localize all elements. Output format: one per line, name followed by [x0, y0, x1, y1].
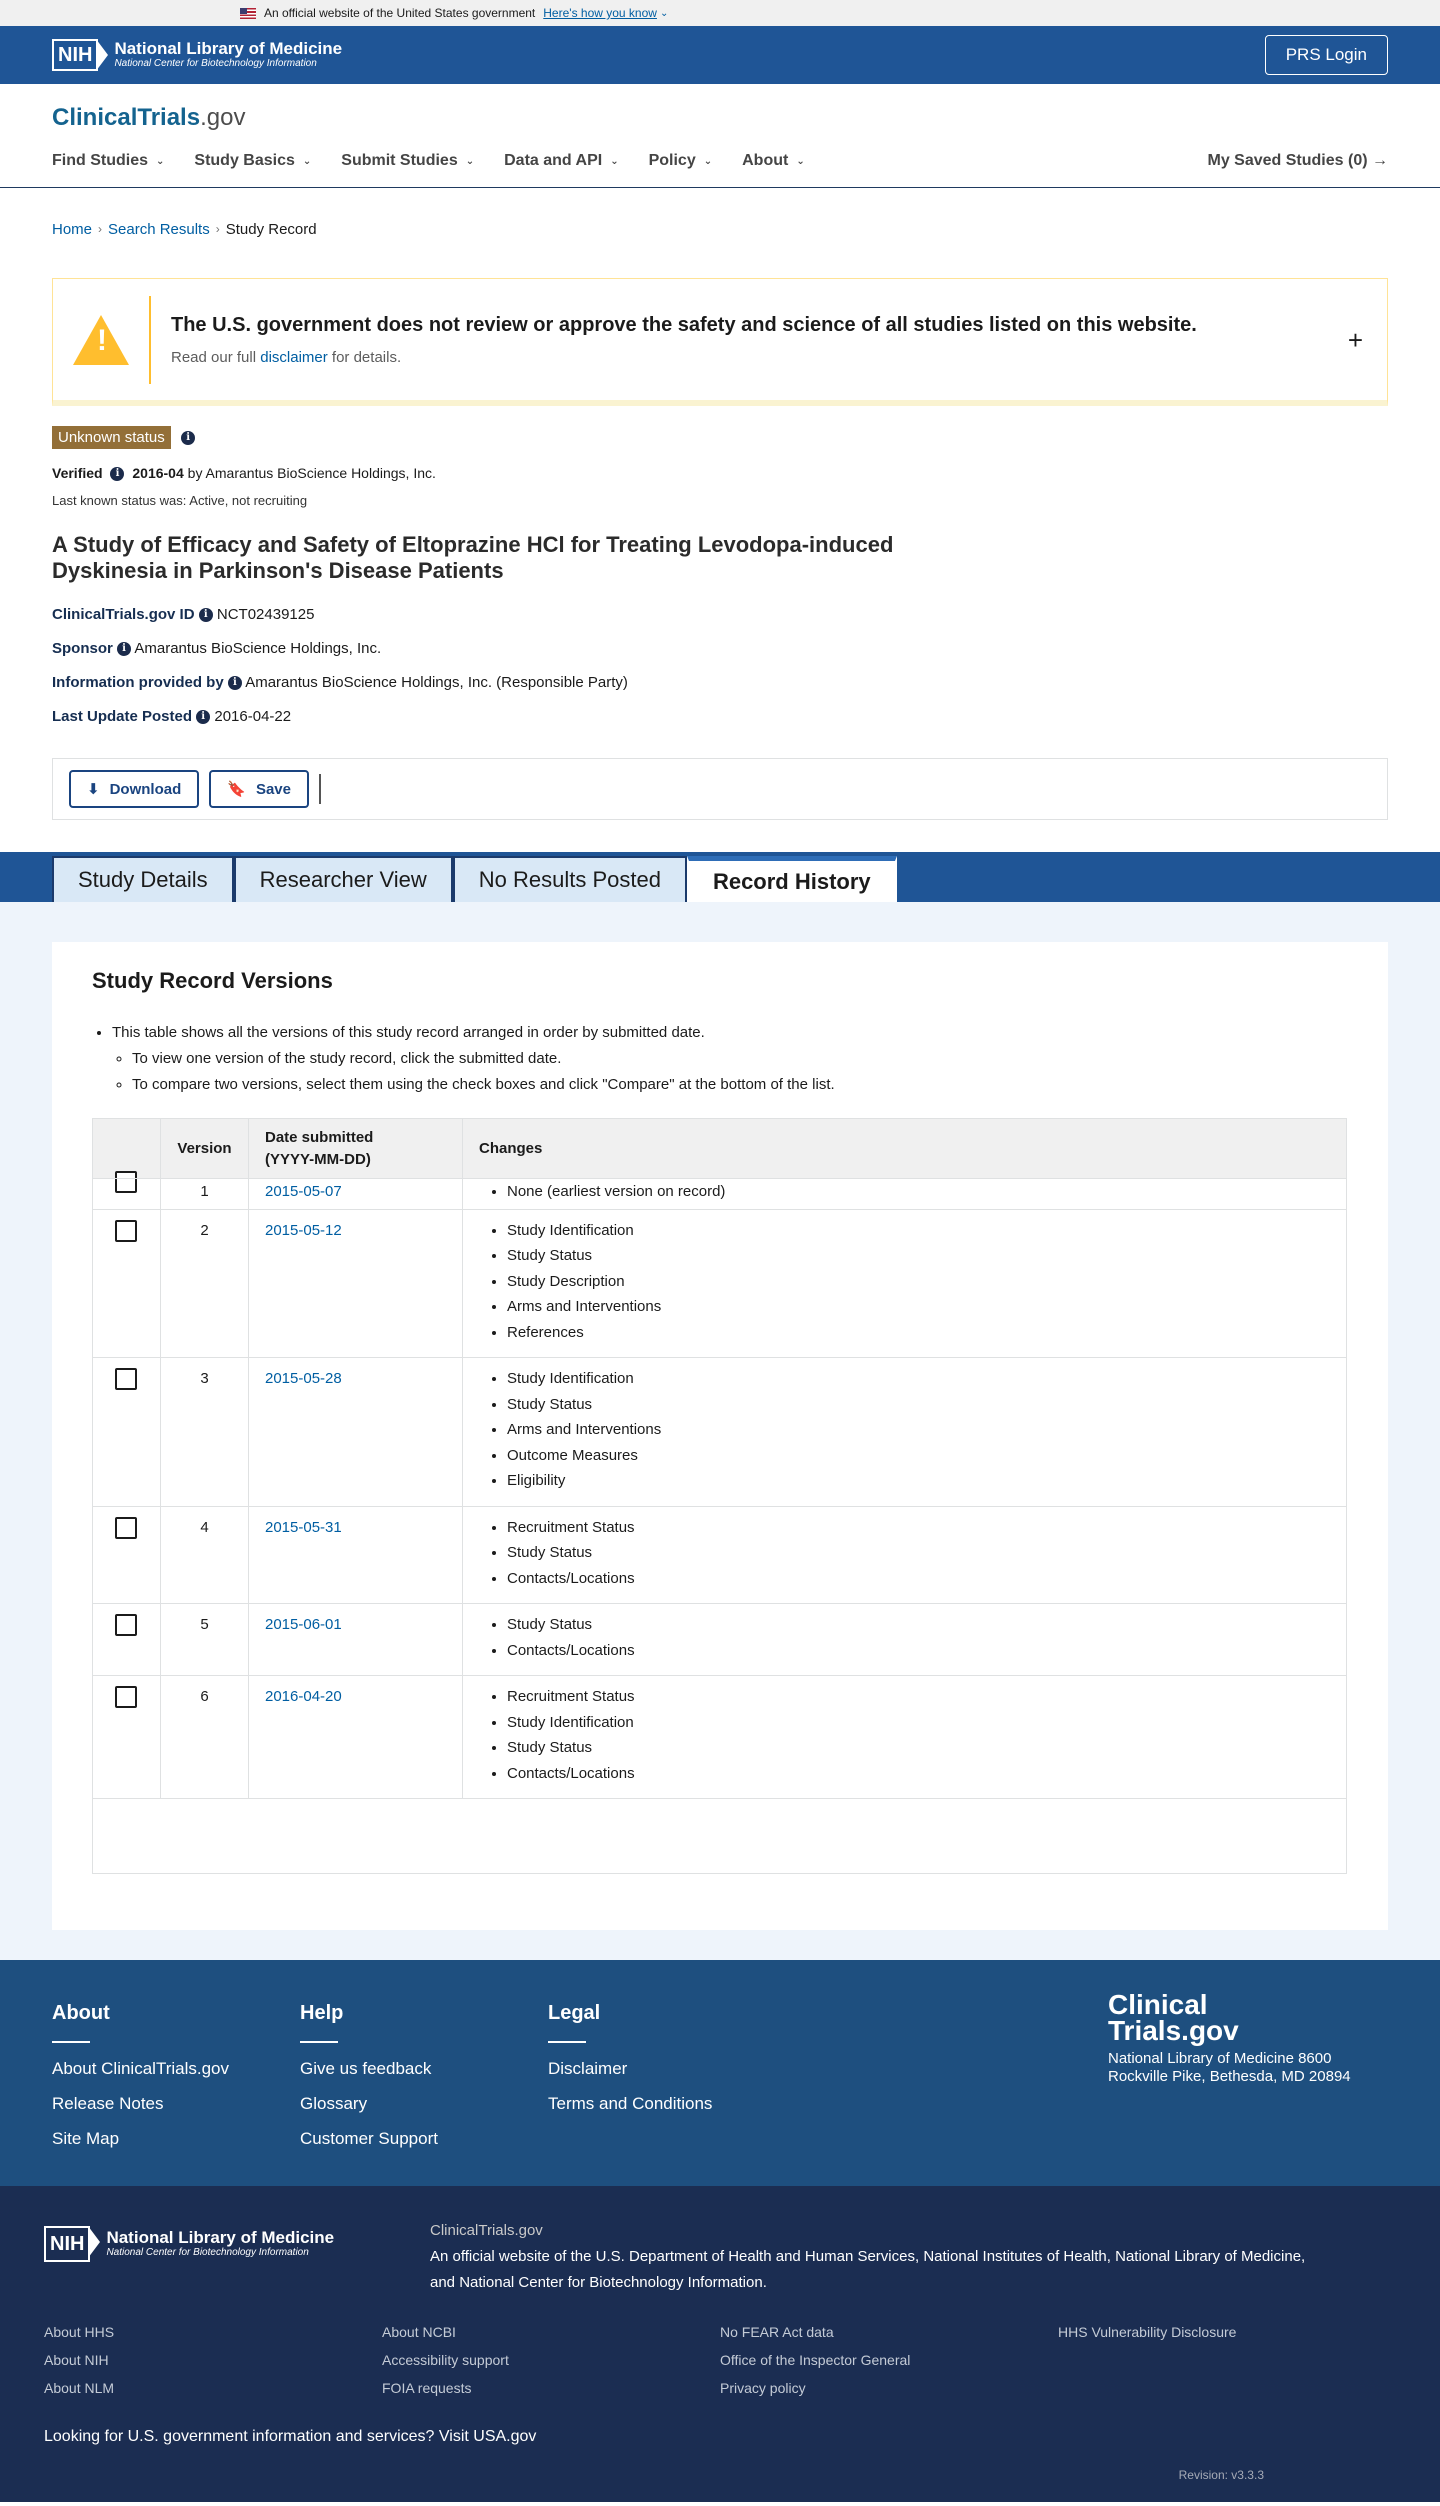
nav-submit-studies[interactable] — [341, 152, 474, 170]
my-saved-studies-link[interactable] — [1208, 152, 1389, 170]
nav-label: Data and API — [504, 152, 603, 169]
footer-link[interactable]: About NLM — [44, 2380, 115, 2397]
chevron-down-icon: ⌄ — [659, 7, 669, 19]
verified-label: Verified — [52, 465, 103, 481]
footer-about — [52, 2002, 300, 2164]
version-checkbox[interactable] — [115, 1220, 137, 1242]
footer-brand — [1108, 1989, 1368, 2086]
footer-links — [44, 2324, 1396, 2408]
last-update-label: Last Update Posted — [52, 708, 193, 726]
nih-logo-box: NIH — [44, 2226, 90, 2262]
table-row — [93, 1358, 1347, 1507]
nlm-logo[interactable] — [52, 39, 342, 71]
col-date-label: Date submitted — [265, 1128, 374, 1146]
nav-data-and-api[interactable] — [504, 152, 618, 170]
footer-link[interactable]: Give us feedback — [300, 2059, 432, 2079]
change-item: • Contacts/Locations — [507, 1566, 1330, 1592]
chevron-down-icon: ⌄ — [156, 155, 165, 167]
version-date-link[interactable]: 2015-05-28 — [265, 1370, 342, 1388]
change-item: • Arms and Interventions — [507, 1417, 1330, 1443]
nlm-name: National Library of Medicine — [106, 2228, 335, 2248]
footer-link[interactable]: Release Notes — [52, 2094, 164, 2114]
footer-logo-line: Trials.gov — [1108, 2015, 1239, 2047]
nav-study-basics[interactable] — [194, 152, 311, 170]
footer-link[interactable]: Disclaimer — [548, 2059, 628, 2079]
last-update-value: 2016-04-22 — [214, 708, 292, 726]
version-date-link[interactable]: 2015-06-01 — [265, 1616, 342, 1634]
nav-policy[interactable] — [649, 152, 713, 170]
version-date-link[interactable]: 2015-05-07 — [265, 1183, 342, 1201]
and-text: and — [430, 2274, 456, 2292]
change-item: • Eligibility — [507, 1468, 1330, 1494]
info-icon[interactable]: i — [110, 467, 124, 481]
disclaimer-pre: Read our full — [171, 348, 257, 366]
nav-about[interactable] — [742, 152, 805, 170]
disclaimer-heading: The U.S. government does not review or approve the safety and science of all studies listed on this website. — [171, 313, 1197, 336]
change-item: • Contacts/Locations — [507, 1761, 1330, 1787]
version-number: 4 — [161, 1506, 249, 1604]
version-number: 3 — [161, 1358, 249, 1507]
version-checkbox[interactable] — [115, 1686, 137, 1708]
version-date-link[interactable]: 2015-05-12 — [265, 1221, 342, 1239]
footer-link[interactable]: About NCBI — [382, 2324, 456, 2341]
table-row — [93, 1179, 1347, 1210]
col-changes: Changes — [463, 1119, 1347, 1179]
chevron-down-icon: ⌄ — [302, 155, 312, 167]
col-date — [249, 1119, 463, 1179]
tab-researcher-view[interactable]: Researcher View — [234, 856, 453, 902]
official-site-text: ClinicalTrials.gov An official website of the U.S. Department of Health and Human Services, National Institutes of Health, National Library of Medicine, and National Center for Biotechnology Information. — [430, 2218, 1305, 2296]
visit-usa-gov-link[interactable]: Visit USA.gov — [438, 2428, 537, 2446]
footer-address: National Library of Medicine 8600 Rockville Pike, Bethesda, MD 20894 — [1108, 2050, 1351, 2086]
change-item: • Study Description — [507, 1269, 1330, 1295]
sponsor-row — [52, 640, 1388, 660]
nav-label: Study Basics — [194, 152, 295, 169]
nlm-footer-logo[interactable] — [44, 2224, 430, 2264]
nav-find-studies[interactable] — [52, 152, 164, 170]
study-actions — [52, 758, 1388, 820]
version-date-link[interactable]: 2016-04-20 — [265, 1688, 342, 1706]
version-date-link[interactable]: 2015-05-31 — [265, 1518, 342, 1536]
info-icon[interactable]: i — [199, 608, 213, 622]
chevron-right-icon: › — [215, 222, 220, 236]
footer-heading: Help — [300, 2002, 344, 2025]
nlm-name: National Library of Medicine — [114, 39, 343, 58]
saved-label: My Saved Studies (0) — [1207, 152, 1368, 169]
intro-list — [92, 1020, 1348, 1098]
us-flag-icon — [240, 8, 256, 19]
table-row — [93, 1676, 1347, 1799]
footer-link[interactable]: About HHS — [44, 2324, 115, 2341]
verified-date: 2016-04 — [132, 465, 184, 481]
nav-label: About — [742, 152, 789, 169]
warning-icon: ! — [73, 315, 129, 365]
arrow-right-icon: → — [1372, 152, 1388, 169]
status-badge: Unknown status — [52, 426, 171, 449]
last-update-row — [52, 708, 1388, 728]
changes-list — [479, 1179, 1330, 1205]
intro-item — [112, 1020, 1348, 1098]
chevron-down-icon: ⌄ — [465, 155, 475, 167]
changes-list — [479, 1218, 1330, 1346]
change-item: • Study Identification — [507, 1218, 1330, 1244]
nih-link[interactable]: National Institutes of Health — [923, 2248, 1107, 2266]
official-pre: An official website of the — [430, 2248, 592, 2266]
footer-link[interactable]: HHS Vulnerability Disclosure — [1058, 2324, 1237, 2341]
revision-text: Revision: v3.3.3 — [1178, 2468, 1264, 2483]
save-button[interactable] — [209, 770, 309, 808]
info-icon[interactable]: i — [117, 642, 131, 656]
col-date-format: (YYYY-MM-DD) — [265, 1150, 371, 1168]
nlm-link[interactable]: National Library of Medicine — [1115, 2248, 1302, 2266]
gov-banner-text: An official website of the United States government — [264, 6, 536, 20]
breadcrumb-search-results[interactable]: Search Results — [108, 220, 210, 238]
record-versions-card — [52, 942, 1388, 1930]
footer-logo[interactable] — [1108, 1989, 1368, 2047]
change-item: • Recruitment Status — [507, 1515, 1330, 1541]
footer-link[interactable]: About ClinicalTrials.gov — [52, 2059, 229, 2079]
provided-by-label: Information provided by — [52, 674, 224, 692]
divider — [319, 774, 321, 804]
sponsor-value: Amarantus BioScience Holdings, Inc. — [134, 640, 382, 658]
logo-suffix: .gov — [200, 104, 246, 131]
site-footer — [0, 1960, 1440, 2186]
nav-label: Policy — [648, 152, 696, 169]
intro-text: This table shows all the versions of this study record arranged in order by submitted date. — [112, 1024, 705, 1042]
versions-table — [92, 1118, 1347, 1874]
footer-link[interactable]: Office of the Inspector General — [720, 2352, 911, 2369]
change-item: • Study Status — [507, 1540, 1330, 1566]
provided-by-value: Amarantus BioScience Holdings, Inc. (Responsible Party) — [245, 674, 628, 692]
chevron-down-icon: ⌄ — [610, 155, 619, 167]
provided-by-row — [52, 674, 1388, 694]
footer-legal — [548, 2002, 796, 2164]
download-button[interactable] — [69, 770, 199, 808]
usa-text: Looking for U.S. government information and services? — [44, 2428, 435, 2446]
table-row — [93, 1209, 1347, 1358]
change-item: • Study Status — [507, 1392, 1330, 1418]
table-row — [93, 1604, 1347, 1676]
site-header — [0, 84, 1440, 188]
save-label: Save — [255, 780, 291, 798]
change-item: • Study Status — [507, 1735, 1330, 1761]
version-checkbox[interactable] — [115, 1171, 137, 1193]
verified-line — [52, 465, 1388, 481]
expand-plus-icon[interactable]: + — [1347, 325, 1363, 355]
disclaimer-text — [171, 349, 1197, 366]
change-item: • Study Identification — [507, 1710, 1330, 1736]
breadcrumb-current: Study Record — [225, 220, 317, 238]
main-nav — [52, 152, 1388, 170]
chevron-down-icon: ⌄ — [796, 155, 805, 167]
footer-link[interactable]: FOIA requests — [382, 2380, 472, 2397]
hhs-link[interactable]: U.S. Department of Health and Human Services — [595, 2248, 915, 2266]
change-item: • Arms and Interventions — [507, 1294, 1330, 1320]
download-label: Download — [109, 780, 182, 798]
chevron-down-icon: ⌄ — [703, 155, 713, 167]
changes-list — [479, 1366, 1330, 1494]
ncbi-name: National Center for Biotechnology Information — [114, 58, 317, 69]
nih-header — [0, 26, 1440, 84]
gov-banner — [0, 0, 1440, 26]
logo-main: ClinicalTrials — [52, 104, 201, 131]
version-number: 2 — [161, 1209, 249, 1358]
version-number: 1 — [161, 1179, 249, 1210]
change-item: • Recruitment Status — [507, 1684, 1330, 1710]
ncbi-link[interactable]: National Center for Biotechnology Information — [459, 2274, 763, 2292]
study-header — [0, 406, 1440, 728]
tab-record-history[interactable]: Record History — [687, 856, 897, 902]
footer-site-name: ClinicalTrials.gov — [430, 2222, 543, 2240]
bookmark-icon: 🔖 — [227, 781, 246, 799]
change-item: • Study Status — [507, 1612, 1330, 1638]
identifier-footer — [0, 2186, 1440, 2502]
version-checkbox[interactable] — [115, 1517, 137, 1539]
nct-id-row — [52, 606, 1388, 626]
study-title: A Study of Efficacy and Safety of Eltoprazine HCl for Treating Levodopa-induced Dyskinesia in Parkinson's Disease Patients — [52, 532, 894, 584]
footer-link[interactable]: Glossary — [300, 2094, 368, 2114]
ncbi-name: National Center for Biotechnology Information — [106, 2247, 309, 2259]
info-icon[interactable]: i — [196, 710, 210, 724]
change-item: • Contacts/Locations — [507, 1638, 1330, 1664]
verified-by: by Amarantus BioScience Holdings, Inc. — [187, 465, 436, 481]
changes-list — [479, 1515, 1330, 1592]
footer-link[interactable]: Customer Support — [300, 2129, 438, 2149]
change-item: • Study Status — [507, 1243, 1330, 1269]
sponsor-label: Sponsor — [52, 640, 113, 658]
version-checkbox[interactable] — [115, 1614, 137, 1636]
last-known-status: Last known status was: Active, not recruiting — [52, 493, 308, 509]
usa-gov-line — [44, 2428, 1396, 2446]
change-item: • References — [507, 1320, 1330, 1346]
nct-id-value: NCT02439125 — [216, 606, 315, 624]
version-checkbox[interactable] — [115, 1368, 137, 1390]
disclaimer-post: for details. — [331, 348, 402, 366]
study-meta — [52, 606, 1388, 728]
footer-link[interactable]: Site Map — [52, 2129, 120, 2149]
nct-id-label: ClinicalTrials.gov ID — [52, 606, 195, 624]
section-heading: Study Record Versions — [92, 968, 333, 994]
intro-subitem: ◦ To view one version of the study record, click the submitted date. — [132, 1046, 1348, 1072]
content-area — [0, 902, 1440, 1960]
download-icon: ⬇ — [87, 781, 100, 799]
version-number: 5 — [161, 1604, 249, 1676]
change-item: • Outcome Measures — [507, 1443, 1330, 1469]
tab-study-details[interactable]: Study Details — [52, 856, 234, 902]
heres-how-you-know-link[interactable]: Here's how you know — [543, 6, 657, 20]
footer-link[interactable]: No FEAR Act data — [720, 2324, 834, 2341]
info-icon[interactable]: i — [181, 431, 195, 445]
nih-logo-box: NIH — [52, 39, 98, 71]
changes-list — [479, 1612, 1330, 1663]
disclaimer-link[interactable]: disclaimer — [260, 348, 328, 366]
clinicaltrials-logo[interactable] — [52, 104, 1388, 132]
footer-link[interactable]: Accessibility support — [382, 2352, 509, 2369]
footer-heading: Legal — [548, 2002, 601, 2025]
change-item: • Study Identification — [507, 1366, 1330, 1392]
tab-bar — [0, 852, 1440, 902]
breadcrumb — [0, 188, 1440, 248]
footer-link[interactable]: About NIH — [44, 2352, 109, 2369]
footer-link[interactable]: Terms and Conditions — [548, 2094, 713, 2114]
nav-label: Find Studies — [52, 152, 148, 169]
table-row — [93, 1506, 1347, 1604]
version-number: 6 — [161, 1676, 249, 1799]
prs-login-button[interactable]: PRS Login — [1265, 35, 1388, 75]
tab-no-results-posted[interactable]: No Results Posted — [453, 856, 687, 902]
chevron-right-icon: › — [98, 222, 103, 236]
footer-link[interactable]: Privacy policy — [720, 2380, 806, 2397]
breadcrumb-home[interactable]: Home — [52, 220, 93, 238]
change-item: • None (earliest version on record) — [507, 1179, 1330, 1205]
changes-list — [479, 1684, 1330, 1786]
col-version: Version — [161, 1119, 249, 1179]
footer-help — [300, 2002, 548, 2164]
footer-heading: About — [52, 2002, 110, 2025]
intro-subitem: ◦ To compare two versions, select them using the check boxes and click "Compare" at the bottom of the list. — [132, 1072, 1348, 1098]
footer-logo-line: Clinical — [1108, 1989, 1208, 2021]
col-select — [93, 1119, 161, 1179]
info-icon[interactable]: i — [228, 676, 242, 690]
nav-label: Submit Studies — [341, 152, 458, 169]
disclaimer-alert — [52, 278, 1388, 406]
table-footer-row — [93, 1799, 1347, 1874]
